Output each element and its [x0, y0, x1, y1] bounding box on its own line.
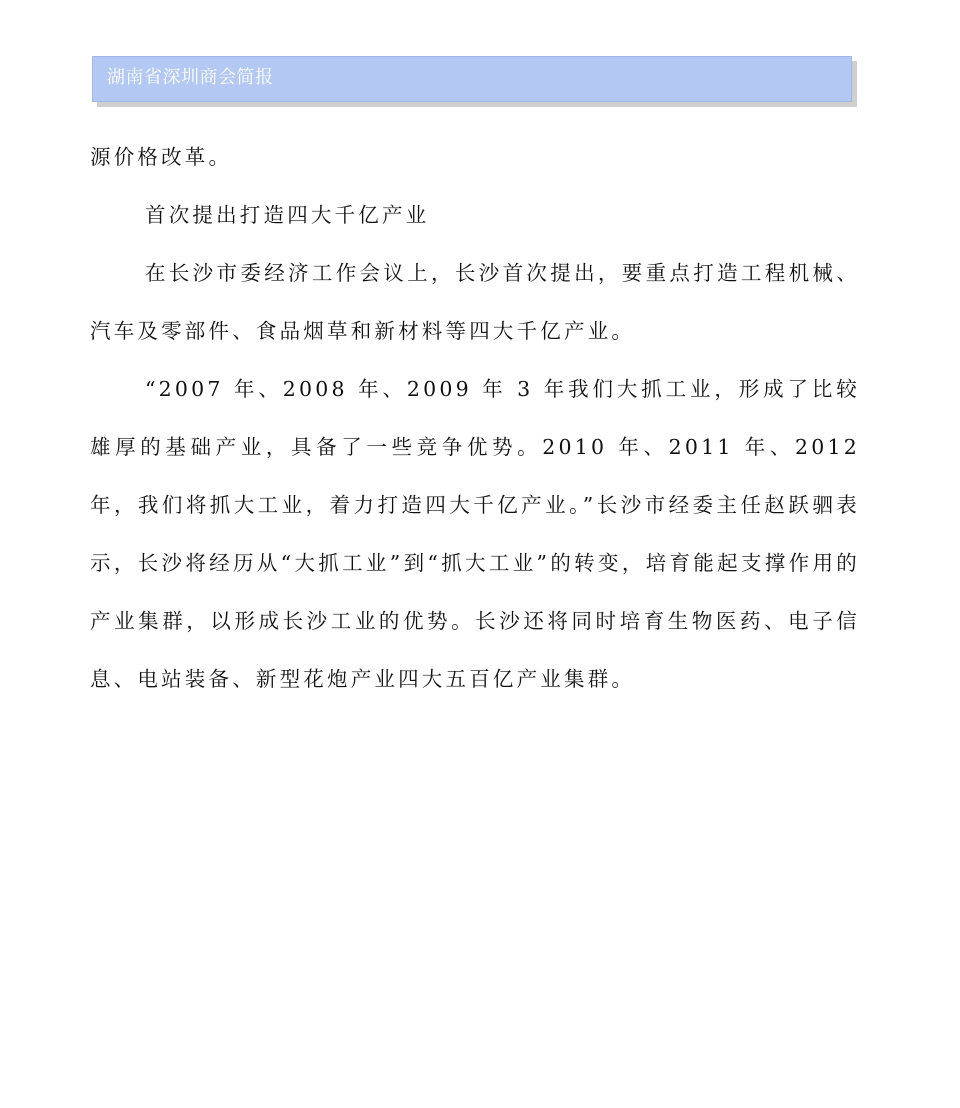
section-heading: 首次提出打造四大千亿产业: [145, 203, 430, 227]
header-title: 湖南省深圳商会简报: [107, 67, 274, 88]
paragraph: 在长沙市委经济工作会议上，长沙首次提出，要重点打造工程机械、汽车及零部件、食品烟草和新材料等四大千亿产业。: [90, 261, 860, 343]
document-body: [90, 128, 860, 708]
paragraph-continuation: 源价格改革。: [90, 145, 233, 169]
header-banner: [92, 56, 852, 102]
paragraph-quote: “2007 年、2008 年、2009 年 3 年我们大抓工业，形成了比较雄厚的基础产业，具备了一些竞争优势。2010 年、2011 年、2012 年，我们将抓大工业，着力打造四大千亿产业。”长沙市经委主任赵跃驷表示，长沙将经历从“大抓工业”到“抓大工业”的转变，培育能起支撑作用的产业集群，以形成长沙工业的优势。长沙还将同时培育生物医药、电子信息、电站装备、新型花炮产业四大五百亿产业集群。: [90, 377, 860, 691]
